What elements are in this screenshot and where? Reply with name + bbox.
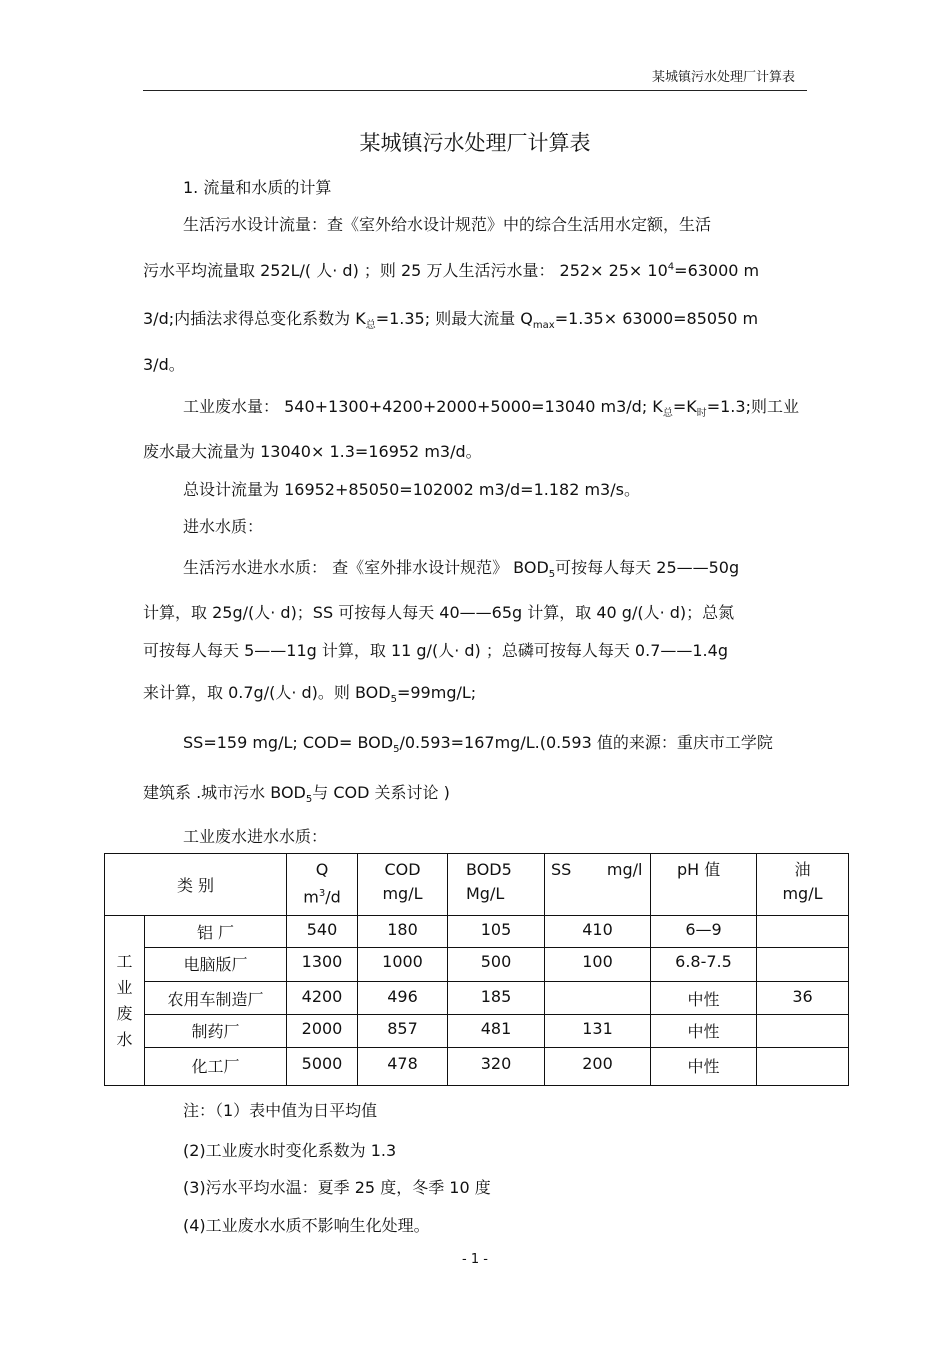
header-oil-unit: mg/L <box>782 884 823 903</box>
text: =K <box>672 397 697 416</box>
cell-oil: 36 <box>757 982 849 1015</box>
superscript: 4 <box>667 261 675 273</box>
header-cod <box>358 854 448 916</box>
paragraph-line: 进水水质： <box>183 517 264 536</box>
cell-oil <box>757 1015 849 1048</box>
header-cod-label: COD <box>384 860 421 879</box>
text: 与 COD 关系讨论 ) <box>312 783 450 802</box>
paragraph-line <box>143 306 758 331</box>
side-char: 工 <box>116 951 133 971</box>
text: 可按每人每天 25——50g <box>555 558 740 577</box>
cell-ph: 6.8-7.5 <box>651 948 757 982</box>
header-oil <box>757 854 849 916</box>
cell-cod: 478 <box>358 1048 448 1086</box>
paragraph-line: 可按每人每天 5——11g 计算，取 11 g/(人· d) ；总磷可按每人每天 0.7——1.4g <box>143 641 728 660</box>
paragraph-line <box>143 680 476 705</box>
cell-ss <box>545 982 651 1015</box>
table-row <box>105 982 849 1015</box>
side-label-industrial-wastewater <box>105 916 145 1086</box>
cell-name: 制药厂 <box>145 1015 287 1048</box>
cell-q: 1300 <box>287 948 358 982</box>
text: =99mg/L; <box>396 683 477 702</box>
header-q-unit <box>293 882 351 909</box>
paragraph-line <box>143 258 759 281</box>
note-line: (4)工业废水水质不影响生化处理。 <box>183 1216 430 1235</box>
text: 污水平均流量取 252L/( 人· d) ；则 25 万人生活污水量： 252× 25× 10 <box>143 261 668 280</box>
table-row <box>105 948 849 982</box>
subscript: 5 <box>305 794 313 806</box>
text: 工业废水量： 540+1300+4200+2000+5000=13040 m3/d; K <box>183 397 663 416</box>
paragraph-line: 计算，取 25g/(人· d)；SS 可按每人每天 40——65g 计算，取 40 g/(人· d)；总氮 <box>143 603 735 622</box>
text: =1.35× 63000=85050 m <box>554 309 759 328</box>
header-bod-label: BOD5 <box>466 860 512 879</box>
cell-ss: 131 <box>545 1015 651 1048</box>
cell-bod: 320 <box>448 1048 545 1086</box>
header-cod-unit: mg/L <box>382 884 423 903</box>
doc-title: 某城镇污水处理厂计算表 <box>359 131 591 155</box>
subscript: 5 <box>548 569 556 581</box>
text: /0.593=167mg/L.(0.593 值的来源：重庆市工学院 <box>399 733 773 752</box>
cell-name: 电脑版厂 <box>145 948 287 982</box>
cell-q: 2000 <box>287 1015 358 1048</box>
cell-bod: 105 <box>448 916 545 948</box>
paragraph-line: 3/d。 <box>143 355 185 374</box>
paragraph-line <box>143 780 450 805</box>
cell-oil <box>757 1048 849 1086</box>
text: m <box>303 887 319 907</box>
header-q-label: Q <box>315 860 329 879</box>
header-ph: pH 值 <box>651 854 757 916</box>
cell-bod: 500 <box>448 948 545 982</box>
cell-ph: 中性 <box>651 1048 757 1086</box>
subscript: 5 <box>390 694 397 706</box>
text: =63000 m <box>674 261 760 280</box>
subscript: 5 <box>393 744 400 756</box>
cell-q: 5000 <box>287 1048 358 1086</box>
cell-name: 铝 厂 <box>145 916 287 948</box>
cell-cod: 496 <box>358 982 448 1015</box>
text: 建筑系 .城市污水 BOD <box>143 783 306 802</box>
note-line: 注：（1）表中值为日平均值 <box>183 1101 378 1120</box>
table-row <box>105 1015 849 1048</box>
paragraph-line <box>183 394 799 419</box>
cell-cod: 857 <box>358 1015 448 1048</box>
table-header-row <box>105 854 849 916</box>
subscript: max <box>532 320 555 332</box>
side-char: 废 <box>116 1003 133 1023</box>
page-number: - 1 - <box>462 1252 488 1267</box>
text: 来计算，取 0.7g/(人· d)。则 BOD <box>143 683 391 702</box>
cell-cod: 1000 <box>358 948 448 982</box>
header-bod-unit: Mg/L <box>466 884 505 903</box>
cell-ph: 中性 <box>651 1015 757 1048</box>
paragraph-line <box>183 555 739 580</box>
paragraph-line: 生活污水设计流量：查《室外给水设计规范》中的综合生活用水定额，生活 <box>183 215 712 234</box>
cell-cod: 180 <box>358 916 448 948</box>
cell-oil <box>757 916 849 948</box>
cell-q: 540 <box>287 916 358 948</box>
cell-ss: 410 <box>545 916 651 948</box>
cell-ph: 6—9 <box>651 916 757 948</box>
text: 3/d;内插法求得总变化系数为 K <box>143 309 366 328</box>
note-line: (3)污水平均水温：夏季 25 度，冬季 10 度 <box>183 1178 491 1197</box>
header-ss: SS mg/l <box>545 854 651 916</box>
header-rule <box>143 90 807 91</box>
text: 生活污水进水水质： 查《室外排水设计规范》 BOD <box>183 558 549 577</box>
cell-q: 4200 <box>287 982 358 1015</box>
subscript: 时 <box>696 408 707 420</box>
text: /d <box>325 887 341 907</box>
cell-bod: 185 <box>448 982 545 1015</box>
side-char: 水 <box>116 1029 133 1049</box>
cell-name: 农用车制造厂 <box>145 982 287 1015</box>
note-line: (2)工业废水时变化系数为 1.3 <box>183 1141 397 1160</box>
text: SS=159 mg/L; COD= BOD <box>183 733 394 752</box>
paragraph-line: 总设计流量为 16952+85050=102002 m3/d=1.182 m3/s。 <box>183 480 640 499</box>
table-row <box>105 1048 849 1086</box>
text: =1.35; 则最大流量 Q <box>375 309 533 328</box>
running-header: 某城镇污水处理厂计算表 <box>652 70 796 85</box>
table-row <box>105 916 849 948</box>
text: =1.3;则工业 <box>706 397 799 416</box>
section-heading: 1. 流量和水质的计算 <box>183 178 332 197</box>
subscript: 总 <box>365 320 376 332</box>
cell-bod: 481 <box>448 1015 545 1048</box>
subscript: 总 <box>662 408 673 420</box>
superscript: 3 <box>318 888 326 899</box>
header-oil-label: 油 <box>794 860 811 879</box>
header-bod <box>448 854 545 916</box>
header-q <box>287 854 358 916</box>
cell-oil <box>757 948 849 982</box>
side-char: 业 <box>116 977 133 997</box>
cell-ss: 100 <box>545 948 651 982</box>
header-category: 类 别 <box>105 854 287 916</box>
table-caption: 工业废水进水水质： <box>183 827 328 846</box>
cell-name: 化工厂 <box>145 1048 287 1086</box>
wastewater-quality-table <box>104 853 849 1086</box>
paragraph-line: 废水最大流量为 13040× 1.3=16952 m3/d。 <box>143 442 482 461</box>
cell-ph: 中性 <box>651 982 757 1015</box>
paragraph-line <box>183 730 773 755</box>
cell-ss: 200 <box>545 1048 651 1086</box>
